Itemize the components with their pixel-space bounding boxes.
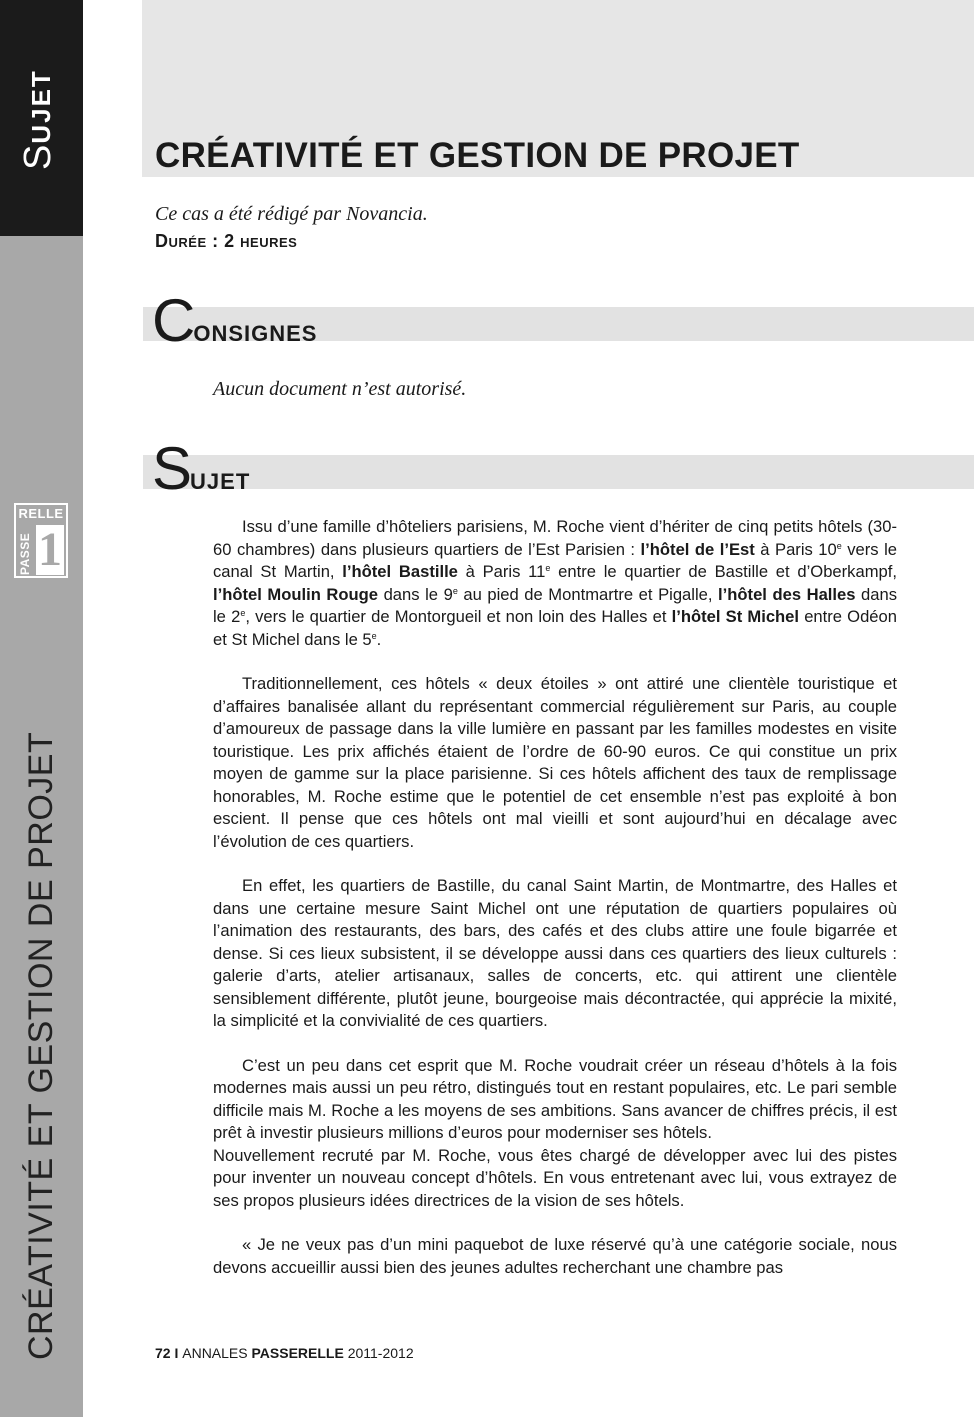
hotel-name: l’hôtel Moulin Rouge	[213, 584, 379, 604]
logo-text-top: RELLE	[18, 506, 64, 521]
passerelle-logo	[14, 503, 68, 578]
hotel-name: l’hôtel des Halles	[718, 584, 856, 604]
hotel-name: l’hôtel St Michel	[671, 607, 800, 626]
sujet-heading: SUJET	[152, 435, 251, 502]
duration-line: DURÉE : 2 HEURES	[155, 231, 298, 251]
sidebar-sujet-label: SUJET	[17, 69, 59, 170]
page-number: 72	[155, 1345, 171, 1361]
paragraph-mission: Nouvellement recruté par M. Roche, vous êtes chargé de développer avec lui des pistes pour inventer un nouveau concept d’hôtels. En vous entretenant avec lui, vous extrayez de ses propos plusieurs idées directrices de la vision de ses hôtels.	[213, 1145, 897, 1210]
sujet-body	[213, 516, 897, 1301]
paragraph-hotels: Issu d’une famille d’hôteliers parisiens, M. Roche vient d’hériter de cinq petits hôtels (30-60 chambres) dans plusieurs quartiers de l’Est Parisien : l’hôtel de l’Est à Paris 10e vers le canal St Martin, l’hôtel Bastille à Paris 11e entre le quartier de Bastille et d’Oberkampf, l’hôtel Moulin Rouge dans le 9e au pied de Montmartre et Pigalle, l’hôtel des Halles dans le 2e, vers le quartier de Montorgueil et non loin des Halles et l’hôtel St Michel entre Odéon et St Michel dans le 5e.	[213, 517, 898, 649]
consignes-heading: CONSIGNES	[152, 287, 318, 354]
logo-number: 1	[38, 523, 62, 576]
paragraph-clientele: Traditionnellement, ces hôtels « deux étoiles » ont attiré une clientèle touristique et d’affaires banalisée allant du représentant commercial régulièrement sur Paris, au couple d’amoureux de passage dans la ville lumière en passant par les familles modestes en visite touristique. Les prix affichés étaient de l’ordre de 60-90 euros. Ce qui constitue un prix moyen de gamme sur la place parisienne. Si ces hôtels affichent des taux de remplissage honorables, M. Roche estime que le potentiel de cet ensemble n’est pas exploité à bon escient. Il pense que ces hôtels ont mal vieilli et sont aujourd’hui en décalage avec l’évolution de ces quartiers.	[213, 674, 897, 851]
page-footer: 72 I ANNALES PASSERELLE 2011-2012	[155, 1345, 414, 1361]
paragraph-quote: « Je ne veux pas d’un mini paquebot de luxe réservé qu’à une catégorie sociale, nous devons accueillir aussi bien des jeunes adultes recherchant une chambre pas	[213, 1235, 897, 1277]
page-title: CRÉATIVITÉ ET GESTION DE PROJET	[155, 136, 800, 175]
paragraph-quartiers: En effet, les quartiers de Bastille, du canal Saint Martin, de Montmartre, des Halles et dans une certaine mesure Saint Michel ont une réputation de quartiers populaires où l’animation des restaurants, des bars, des cafés et des clubs attire une foule bigarrée et dense. Si ces lieux subsistent, il se développe aussi dans ces quartiers des lieux culturels : galerie d’arts, atelier artisanaux, salles de concerts, etc. qui attirent une clientèle sensiblement différente, plutôt jeune, bourgeoise mais décontractée, qui apprécie la mixité, la simplicité et la convivialité de ces quartiers.	[213, 876, 897, 1030]
hotel-name: l’hôtel Bastille	[342, 562, 458, 581]
consignes-text: Aucun document n’est autorisé.	[213, 378, 467, 400]
logo-text-side: PASSE	[18, 532, 32, 575]
paragraph-esprit: C’est un peu dans cet esprit que M. Roche voudrait créer un réseau d’hôtels à la fois modernes mais aussi un peu rétro, distingués tout en restant populaires, etc. Le pari semble difficile mais M. Roche a les moyens de ses ambitions. Sans avancer de chiffres précis, il est prêt à investir plusieurs millions d’euros pour moderniser ses hôtels.	[213, 1055, 897, 1142]
hotel-name: l’hôtel de l’Est	[640, 539, 755, 559]
author-line: Ce cas a été rédigé par Novancia.	[155, 203, 428, 225]
sujet-band	[143, 455, 974, 489]
sidebar-vertical-title: CRÉATIVITÉ ET GESTION DE PROJET	[22, 731, 60, 1360]
footer-brand: PASSERELLE	[251, 1345, 344, 1361]
